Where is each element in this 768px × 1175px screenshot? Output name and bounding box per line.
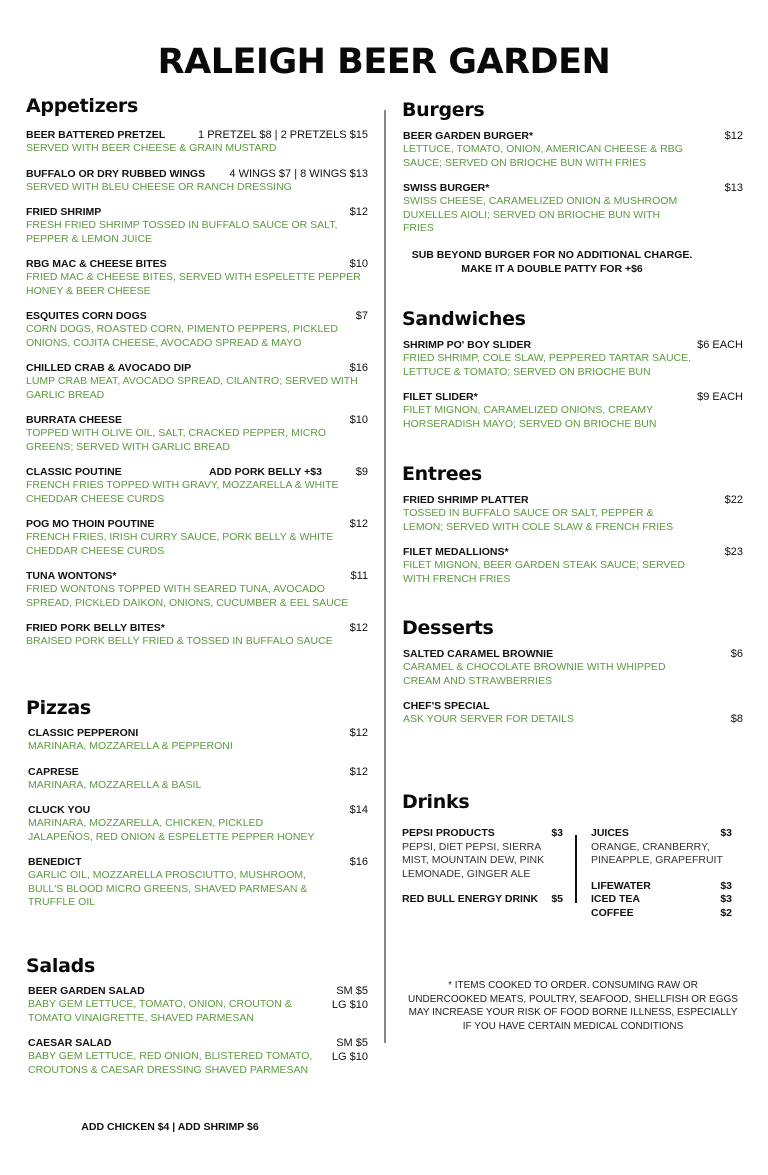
section-heading-salads: Salads <box>26 955 95 977</box>
menu-item <box>26 414 368 454</box>
menu-item <box>28 856 368 910</box>
drink-name: RED BULL ENERGY DRINK <box>402 893 539 905</box>
item-price: $12 <box>349 518 368 530</box>
item-price: $11 <box>350 570 368 582</box>
item-description: LUMP CRAB MEAT, AVOCADO SPREAD, CILANTRO; SERVED WITH GARLIC BREAD <box>26 375 358 401</box>
menu-item <box>403 391 743 431</box>
item-name: FILET SLIDER* <box>403 391 478 403</box>
item-description: FRENCH FRIES, IRISH CURRY SAUCE, PORK BELLY & WHITE CHEDDAR CHEESE CURDS <box>26 531 334 557</box>
item-description: FRIED WONTONS TOPPED WITH SEARED TUNA, AVOCADO SPREAD, PICKLED DAIKON, ONIONS, CUCUMBER & EEL SAUCE <box>26 583 349 609</box>
burger-note-line-2: MAKE IT A DOUBLE PATTY FOR +$6 <box>461 262 643 275</box>
drink-price: $5 <box>551 893 563 905</box>
menu-item <box>403 648 743 688</box>
item-name: CAPRESE <box>28 765 79 778</box>
menu-item <box>26 622 368 649</box>
item-description: TOSSED IN BUFFALO SAUCE OR SALT, PEPPER & LEMON; SERVED WITH COLE SLAW & FRENCH FRIES <box>403 507 674 533</box>
drink-item <box>591 907 732 921</box>
item-name: SWISS BURGER* <box>403 182 490 194</box>
drink-name: LIFEWATER <box>591 879 651 892</box>
menu-item <box>26 310 368 350</box>
item-price: $10 <box>349 414 368 426</box>
drinks-section <box>402 791 743 920</box>
item-name: TUNA WONTONS* <box>26 570 117 582</box>
item-price: $12 <box>349 622 368 634</box>
item-price: $14 <box>349 804 368 816</box>
section-heading-drinks: Drinks <box>402 791 470 813</box>
drink-name: COFFEE <box>591 906 634 919</box>
item-description: GARLIC OIL, MOZZARELLA PROSCIUTTO, MUSHROOM, BULL'S BLOOD MICRO GREENS, SHAVED PARMESAN & TRUFFLE OIL <box>28 869 308 908</box>
item-name: ESQUITES CORN DOGS <box>26 310 147 322</box>
menu-item <box>28 766 368 793</box>
item-description: CARAMEL & CHOCOLATE BROWNIE WITH WHIPPED CREAM AND STRAWBERRIES <box>403 661 666 687</box>
burgers-section <box>402 99 743 276</box>
item-name: CHILLED CRAB & AVOCADO DIP <box>26 362 192 374</box>
section-heading-burgers: Burgers <box>402 99 485 121</box>
drinks-columns <box>402 827 743 920</box>
menu-item <box>26 129 368 156</box>
item-name: BURRATA CHEESE <box>26 414 123 426</box>
item-description: FRIED MAC & CHEESE BITES, SERVED WITH ESPELETTE PEPPER HONEY & BEER CHEESE <box>26 271 361 297</box>
item-name: SALTED CARAMEL BROWNIE <box>403 648 554 660</box>
item-name: BEER BATTERED PRETZEL <box>26 129 166 141</box>
item-addon: ADD PORK BELLY +$3 <box>209 466 322 478</box>
desserts-section <box>402 617 743 739</box>
item-description: SWISS CHEESE, CARAMELIZED ONION & MUSHROOM DUXELLES AIOLI; SERVED ON BRIOCHE BUN WITH FRIES <box>403 195 678 234</box>
item-description: BRAISED PORK BELLY FRIED & TOSSED IN BUFFALO SAUCE <box>26 635 333 647</box>
menu-item <box>403 130 743 170</box>
drink-name: JUICES <box>591 827 629 839</box>
drink-price: $2 <box>720 906 732 919</box>
drinks-right-column <box>591 827 732 920</box>
item-price: $12 <box>349 206 368 218</box>
item-description: BABY GEM LETTUCE, RED ONION, BLISTERED TOMATO, CROUTONS & CAESAR DRESSING SHAVED PARMESAN <box>28 1050 313 1076</box>
drink-item <box>591 827 732 868</box>
item-name: FRIED SHRIMP PLATTER <box>403 494 529 506</box>
item-description: LETTUCE, TOMATO, ONION, AMERICAN CHEESE & RBG SAUCE; SERVED ON BRIOCHE BUN WITH FRIES <box>403 143 683 169</box>
appetizers-section <box>26 95 368 661</box>
item-price: $12 <box>349 727 368 739</box>
item-price: $6 EACH <box>697 339 743 351</box>
section-heading-entrees: Entrees <box>402 463 482 485</box>
menu-item <box>26 362 368 402</box>
item-name: RBG MAC & CHEESE BITES <box>26 258 167 270</box>
menu-item <box>26 206 368 246</box>
item-description: FRESH FRIED SHRIMP TOSSED IN BUFFALO SAUCE OR SALT, PEPPER & LEMON JUICE <box>26 219 338 245</box>
drink-item <box>591 893 732 907</box>
burger-note-line-1: SUB BEYOND BURGER FOR NO ADDITIONAL CHARGE. <box>411 248 693 261</box>
item-name: CLUCK YOU <box>28 804 91 816</box>
menu-item <box>26 466 368 506</box>
salads-section <box>26 955 368 1089</box>
section-heading-appetizers: Appetizers <box>26 95 139 117</box>
item-price: $6 <box>730 648 743 660</box>
item-description: MARINARA, MOZZARELLA & PEPPERONI <box>28 740 233 752</box>
item-price: $10 <box>349 258 368 270</box>
drink-price: $3 <box>720 827 732 839</box>
item-description: MARINARA, MOZZARELLA & BASIL <box>28 778 202 791</box>
section-heading-pizzas: Pizzas <box>26 697 91 719</box>
item-name: FRIED SHRIMP <box>26 206 102 218</box>
item-description: SERVED WITH BLEU CHEESE OR RANCH DRESSING <box>26 180 292 193</box>
price-small: SM $5 <box>336 1037 368 1049</box>
salad-addon-note: ADD CHICKEN $4 | ADD SHRIMP $6 <box>81 1121 259 1133</box>
item-price: $12 <box>724 130 743 142</box>
item-name: CHEF'S SPECIAL <box>403 700 490 712</box>
item-name: POG MO THOIN POUTINE <box>26 518 155 530</box>
entrees-section <box>402 463 743 598</box>
item-description: MARINARA, MOZZARELLA, CHICKEN, PICKLED JALAPEÑOS, RED ONION & ESPELETTE PEPPER HONEY <box>28 817 315 843</box>
item-description: TOPPED WITH OLIVE OIL, SALT, CRACKED PEPPER, MICRO GREENS; SERVED WITH GARLIC BREAD <box>26 427 327 453</box>
item-price: 1 PRETZEL $8 | 2 PRETZELS $15 <box>198 129 368 141</box>
item-price: $12 <box>349 765 368 778</box>
item-name: BENEDICT <box>28 856 82 868</box>
item-description: BABY GEM LETTUCE, TOMATO, ONION, CROUTON & TOMATO VINAIGRETTE, SHAVED PARMESAN <box>28 998 292 1024</box>
menu-item <box>403 546 743 586</box>
menu-item <box>26 168 368 195</box>
item-name: BEER GARDEN SALAD <box>28 985 145 997</box>
menu-item <box>28 1037 368 1077</box>
menu-item <box>403 182 743 236</box>
burger-note <box>402 248 702 276</box>
item-price: $13 <box>724 182 743 194</box>
item-description: SERVED WITH BEER CHEESE & GRAIN MUSTARD <box>26 142 277 154</box>
item-price: $23 <box>724 546 743 558</box>
item-price: $16 <box>349 856 368 868</box>
item-price: $8 <box>730 713 743 725</box>
section-heading-sandwiches: Sandwiches <box>402 308 526 330</box>
item-name: FRIED PORK BELLY BITES* <box>26 622 165 634</box>
item-name: CAESAR SALAD <box>28 1037 112 1049</box>
item-price: $16 <box>349 362 368 374</box>
item-description: FILET MIGNON, BEER GARDEN STEAK SAUCE; SERVED WITH FRENCH FRIES <box>403 559 686 585</box>
item-price: $7 <box>355 310 368 322</box>
menu-item <box>403 700 743 727</box>
food-safety-disclaimer: * ITEMS COOKED TO ORDER. CONSUMING RAW OR UNDERCOOKED MEATS, POULTRY, SEAFOOD, SHELLFISH OR EGGS MAY INCREASE YOUR RISK OF FOOD BORNE ILLNESS, ESPECIALLY IF YOU HAVE CERTAIN MEDICAL CONDITIONS <box>408 980 738 1032</box>
menu-item <box>28 804 368 844</box>
drink-price: $3 <box>720 893 732 905</box>
drink-description: PEPSI, DIET PEPSI, SIERRA MIST, MOUNTAIN DEW, PINK LEMONADE, GINGER ALE <box>402 840 545 880</box>
item-price: $22 <box>724 494 743 506</box>
drink-item <box>402 827 563 881</box>
item-name: CLASSIC PEPPERONI <box>28 727 139 739</box>
drinks-column-divider <box>575 835 577 903</box>
item-description: FRIED SHRIMP, COLE SLAW, PEPPERED TARTAR SAUCE, LETTUCE & TOMATO; SERVED ON BRIOCHE BUN <box>403 352 692 378</box>
item-description: FILET MIGNON, CARAMELIZED ONIONS, CREAMY HORSERADISH MAYO; SERVED ON BRIOCHE BUN <box>403 404 657 430</box>
item-name: FILET MEDALLIONS* <box>403 546 509 558</box>
menu-item <box>26 258 368 298</box>
item-name: SHRIMP PO' BOY SLIDER <box>403 339 532 351</box>
pizzas-section <box>26 697 368 922</box>
item-price: $9 <box>355 466 368 478</box>
drink-description: ORANGE, CRANBERRY, PINEAPPLE, GRAPEFRUIT <box>591 840 723 866</box>
menu-item <box>403 494 743 534</box>
item-price: 4 WINGS $7 | 8 WINGS $13 <box>229 167 368 180</box>
item-name: CLASSIC POUTINE <box>26 466 122 478</box>
menu-item <box>28 985 368 1025</box>
drink-name: PEPSI PRODUCTS <box>402 827 495 839</box>
item-description: FRENCH FRIES TOPPED WITH GRAVY, MOZZARELLA & WHITE CHEDDAR CHEESE CURDS <box>26 479 339 505</box>
item-name: BUFFALO OR DRY RUBBED WINGS <box>26 167 206 180</box>
menu-item <box>26 570 368 610</box>
column-divider <box>384 110 386 1043</box>
item-price: $9 EACH <box>697 391 743 403</box>
menu-item <box>28 727 368 754</box>
drink-price: $3 <box>720 879 732 892</box>
drink-name: ICED TEA <box>591 893 641 905</box>
menu-item <box>26 518 368 558</box>
section-heading-desserts: Desserts <box>402 617 494 639</box>
drink-item <box>402 893 563 907</box>
item-description: CORN DOGS, ROASTED CORN, PIMENTO PEPPERS, PICKLED ONIONS, COJITA CHEESE, AVOCADO SPREAD & MAYO <box>26 323 338 349</box>
drinks-left-column <box>402 827 563 920</box>
menu-item <box>403 339 743 379</box>
drink-item <box>591 880 732 894</box>
item-name: BEER GARDEN BURGER* <box>403 130 534 142</box>
drink-price: $3 <box>551 827 563 839</box>
price-large: LG $10 <box>331 998 368 1011</box>
item-description: ASK YOUR SERVER FOR DETAILS <box>403 713 574 725</box>
price-large: LG $10 <box>331 1050 368 1063</box>
price-small: SM $5 <box>336 985 368 997</box>
menu-title: RALEIGH BEER GARDEN <box>157 42 611 82</box>
sandwiches-section <box>402 308 743 443</box>
